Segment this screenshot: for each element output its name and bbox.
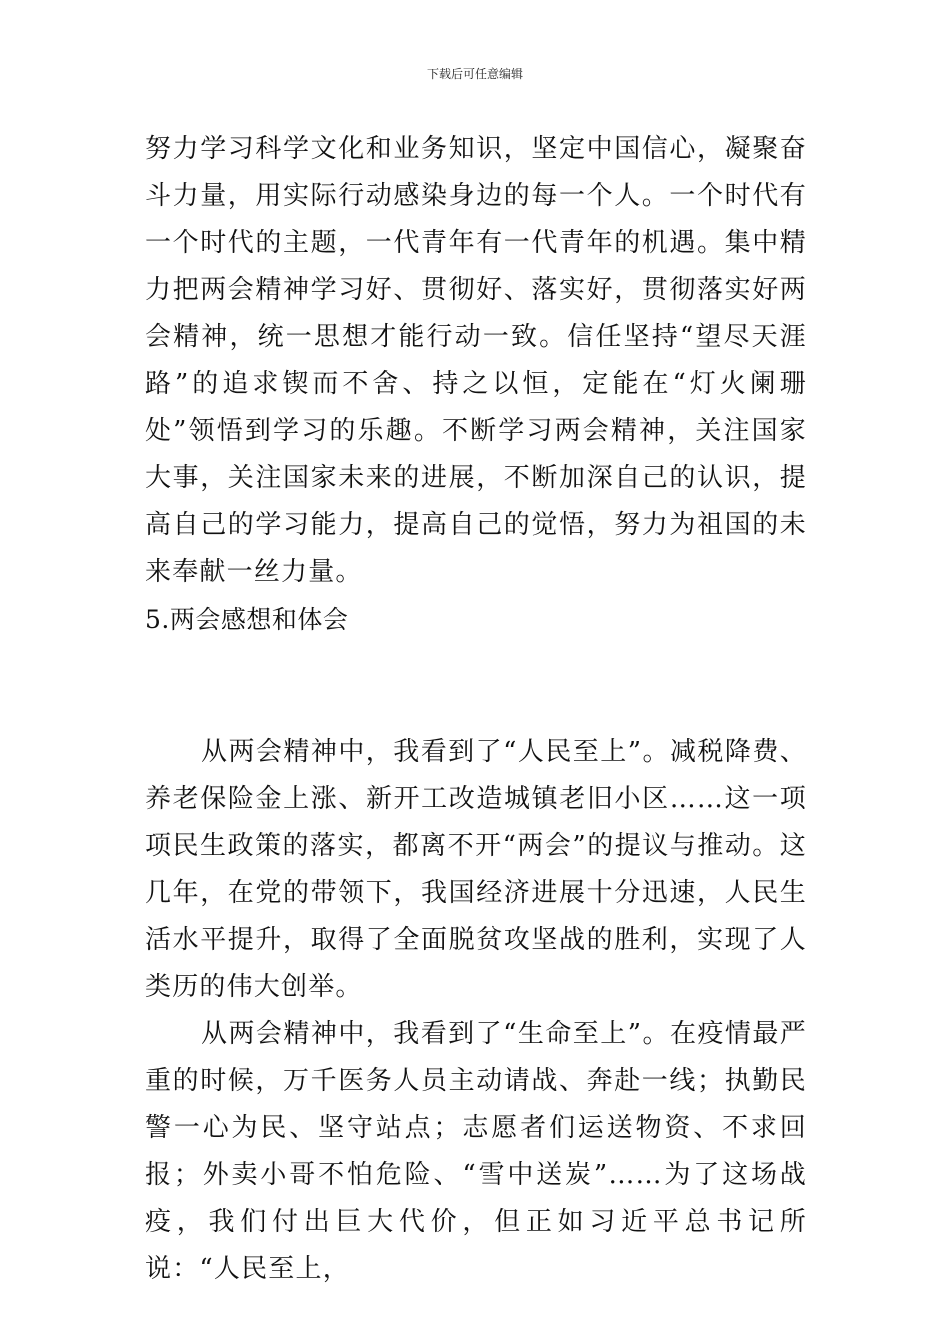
paragraph-continued: 努力学习科学文化和业务知识，坚定中国信心，凝聚奋斗力量，用实际行动感染身边的每一个人。一个时代有一个时代的主题，一代青年有一代青年的机遇。集中精力把两会精神学习好、贯彻好、落实好，贯彻落实好两会精神，统一思想才能行动一致。信任坚持“望尽天涯路”的追求锲而不舍、持之以恒，定能在“灯火阑珊处”领悟到学习的乐趣。不断学习两会精神，关注国家大事，关注国家未来的进展，不断加深自己的认识，提高自己的学习能力，提高自己的觉悟，努力为祖国的未来奉献一丝力量。 — [145, 134, 807, 587]
section-heading: 5.两会感想和体会 — [145, 605, 349, 634]
section-gap — [145, 643, 807, 729]
paragraph-people-first: 从两会精神中，我看到了“人民至上”。减税降费、养老保险金上涨、新开工改造城镇老旧小区……这一项项民生政策的落实，都离不开“两会”的提议与推动。这几年，在党的带领下，我国经济进展十分迅速，人民生活水平提升，取得了全面脱贫攻坚战的胜利，实现了人类历的伟大创举。 — [145, 737, 807, 1002]
paragraph-life-first: 从两会精神中，我看到了“生命至上”。在疫情最严重的时候，万千医务人员主动请战、奔赴一线；执勤民警一心为民、坚守站点；志愿者们运送物资、不求回报；外卖小哥不怕危险、“雪中送炭”……为了这场战疫，我们付出巨大代价，但正如习近平总书记所说：“人民至上， — [145, 1019, 807, 1284]
document-body — [145, 126, 807, 1293]
header-note: 下载后可任意编辑 — [426, 67, 523, 81]
